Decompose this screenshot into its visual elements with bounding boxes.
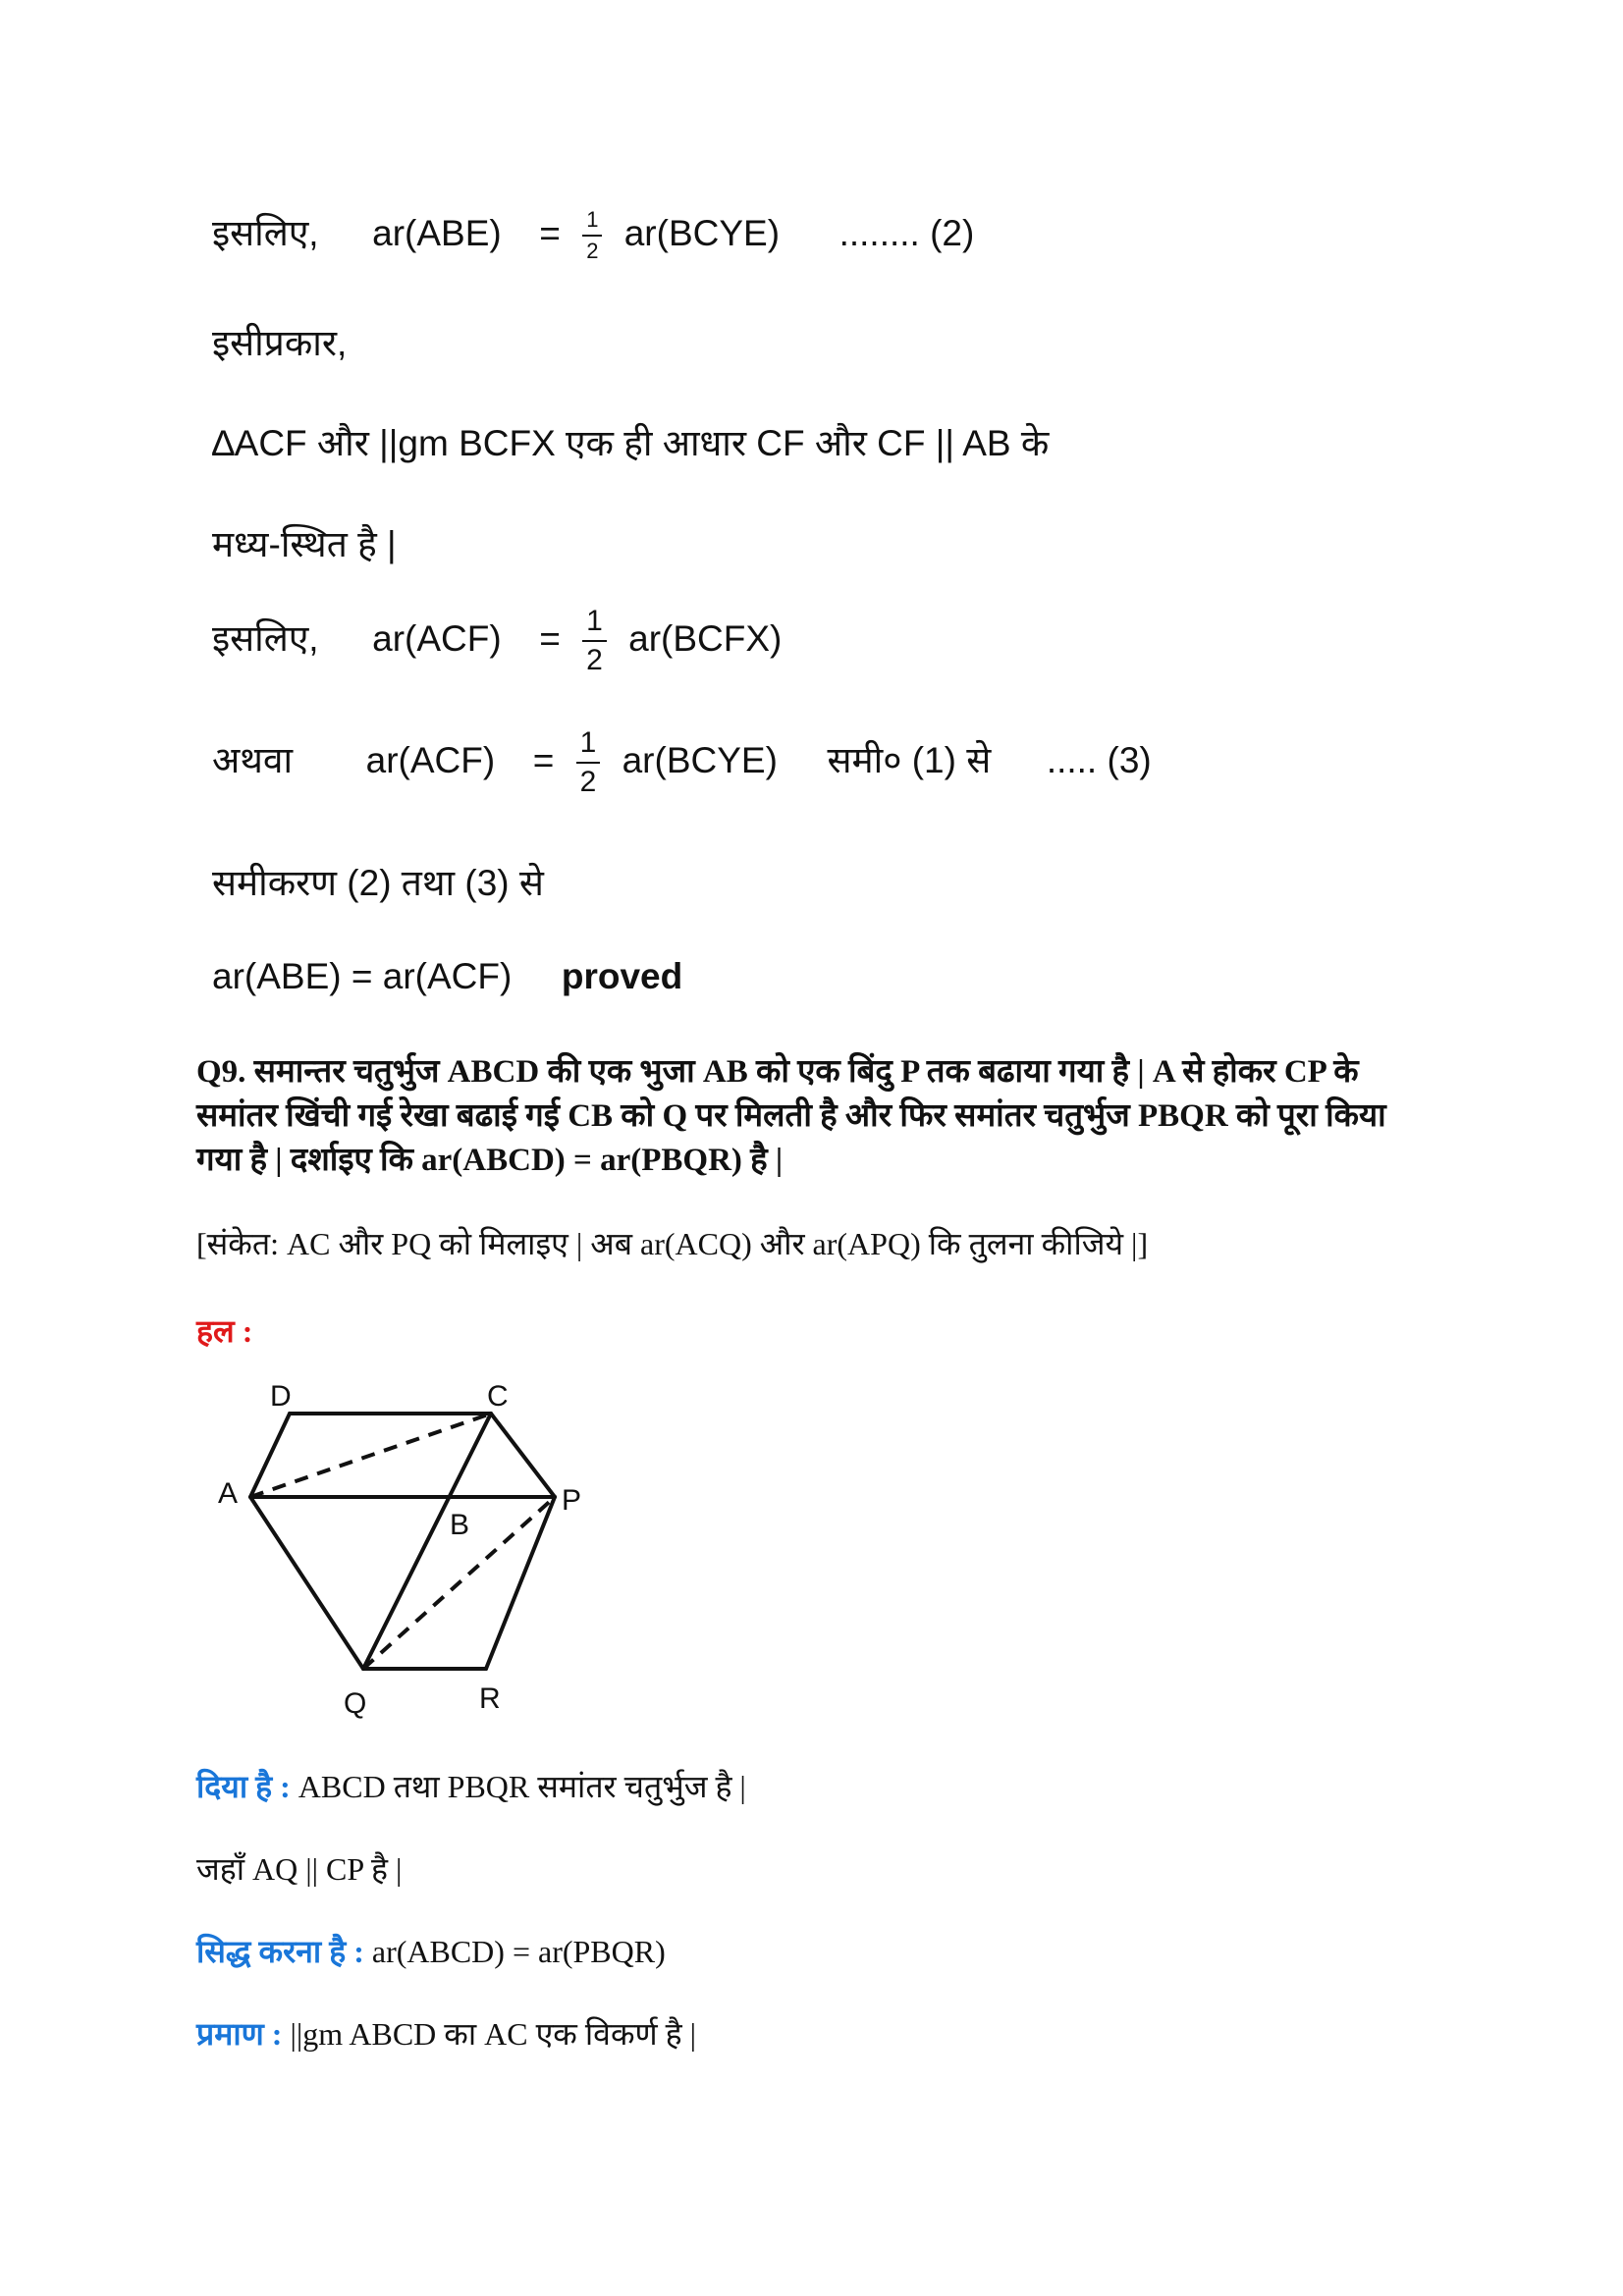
label-p: P [562, 1484, 582, 1517]
to-prove-line [196, 1930, 666, 1972]
segment-pr [486, 1497, 555, 1669]
lead-word: अथवा [212, 739, 294, 780]
denominator: 2 [579, 766, 597, 798]
denominator: 2 [586, 239, 599, 264]
label-c: C [487, 1380, 509, 1413]
lhs: ar(ACF) [372, 617, 502, 659]
label-d: D [270, 1380, 292, 1413]
where-line: जहाँ AQ || CP है | [196, 1851, 403, 1887]
rhs: ar(BCFX) [628, 617, 783, 659]
label-q: Q [344, 1687, 367, 1720]
equation-line-3 [212, 728, 1152, 797]
given-text: ABCD तथा PBQR समांतर चतुर्भुज है | [298, 1769, 746, 1804]
segment-cq [363, 1414, 491, 1669]
hint: [संकेत: AC और PQ को मिलाइए | अब ar(ACQ) और ar(APQ) कि तुलना कीजिये |] [196, 1226, 1149, 1261]
to-prove-label: सिद्ध करना है : [196, 1934, 364, 1969]
statement-line: ∆ACF और ||gm BCFX एक ही आधार CF और CF || AB के [212, 423, 1050, 463]
proof-text: ||gm ABCD का AC एक विकर्ण है | [290, 2016, 697, 2052]
lhs: ar(ACF) [365, 739, 496, 780]
equation-reference: समी० (1) से [827, 739, 992, 780]
equation-tag: ........ (2) [839, 213, 975, 253]
conclusion-statement: ar(ABE) = ar(ACF) [212, 956, 513, 996]
equation-line-2 [212, 206, 974, 262]
rhs: ar(BCYE) [623, 213, 781, 253]
solution-label: हल : [196, 1313, 253, 1349]
equals: = [539, 213, 561, 253]
segment-cp [491, 1414, 555, 1497]
similarly-line: इसीप्रकार, [212, 323, 348, 363]
lead-word: इसलिए, [212, 617, 319, 659]
statement-line-cont: मध्य-स्थित है | [212, 524, 397, 564]
from-equations-line: समीकरण (2) तथा (3) से [212, 863, 544, 903]
lead-word: इसलिए, [212, 213, 319, 253]
numerator: 1 [582, 209, 602, 237]
lhs: ar(ABE) [372, 213, 502, 253]
proved-word: proved [561, 956, 683, 996]
equation-tag: ..... (3) [1046, 739, 1152, 780]
numerator: 1 [582, 607, 607, 642]
to-prove-text: ar(ABCD) = ar(PBQR) [371, 1934, 666, 1969]
question-9: Q9. समान्तर चतुर्भुज ABCD की एक भुजा AB को एक बिंदु P तक बढाया गया है | A से होकर CP के समांतर खिंची गई रेखा बढाई गई CB को Q पर मिलती है और फिर समांतर चतुर्भुज PBQR को पूरा किया गया है | दर्शाइए कि ar(ABCD) = ar(PBQR) है | [196, 1054, 1386, 1178]
given-label: दिया है : [196, 1769, 291, 1804]
proof-line [196, 2012, 696, 2055]
fraction [582, 209, 602, 262]
fraction [576, 728, 601, 797]
label-b: B [450, 1509, 470, 1541]
denominator: 2 [586, 644, 603, 676]
equals: = [539, 617, 561, 659]
label-r: R [479, 1682, 501, 1715]
equation-line-bcfx [212, 607, 782, 675]
segment-aq [250, 1497, 363, 1669]
conclusion-line [212, 956, 682, 997]
fraction [582, 607, 607, 675]
proof-label: प्रमाण : [196, 2016, 283, 2052]
given-line [196, 1765, 746, 1807]
label-a: A [218, 1477, 239, 1510]
rhs: ar(BCYE) [622, 739, 778, 780]
parallelogram-figure [196, 1374, 609, 1728]
equals: = [532, 739, 555, 780]
numerator: 1 [576, 728, 601, 764]
